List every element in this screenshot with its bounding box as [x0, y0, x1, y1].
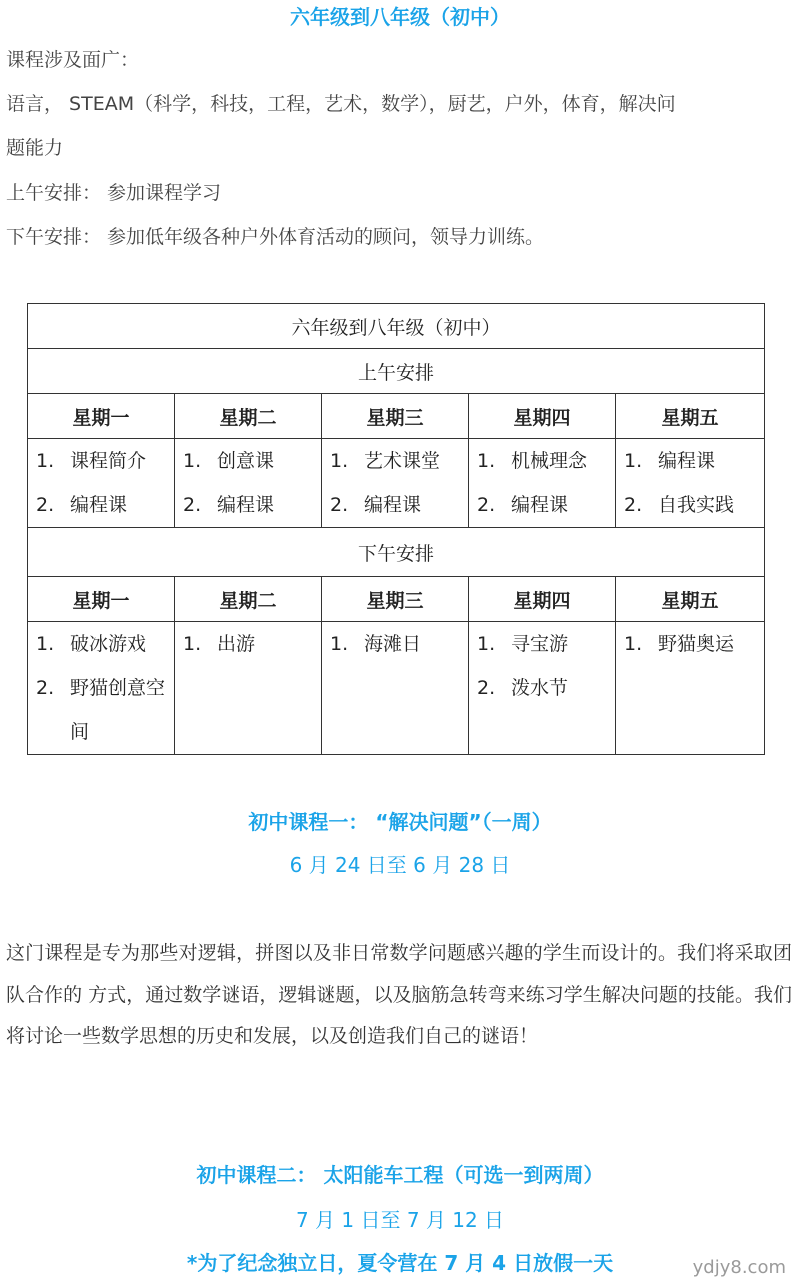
- list-item: [36, 439, 166, 483]
- day-header: 星期四: [469, 394, 616, 439]
- list-item: [183, 439, 313, 483]
- item-text: 海滩日: [364, 633, 422, 655]
- list-item: [36, 483, 166, 527]
- list-item: [330, 622, 460, 666]
- item-text: 机械理念: [511, 450, 588, 472]
- item-text: 创意课: [217, 450, 275, 472]
- list-item: [624, 483, 756, 527]
- page-title: 六年级到八年级（初中）: [290, 5, 510, 29]
- item-number: 2.: [477, 494, 496, 516]
- item-number: 1.: [183, 633, 202, 655]
- morning-plan-line: 上午安排： 参加课程学习: [6, 182, 222, 204]
- list-item: [477, 666, 607, 710]
- afternoon-section-row: [28, 528, 765, 577]
- list-item: [330, 483, 460, 527]
- course2-title: 初中课程二： 太阳能车工程（可选一到两周）: [196, 1163, 604, 1187]
- course2-note: *为了纪念独立日，夏令营在 7 月 4 日放假一天: [186, 1251, 614, 1275]
- item-text: 野猫奥运: [658, 633, 735, 655]
- day-header: 星期一: [28, 394, 175, 439]
- item-number: 1.: [624, 450, 643, 472]
- item-text: 出游: [217, 633, 256, 655]
- list-item: [624, 622, 756, 666]
- list-item: [477, 483, 607, 527]
- day-header: 星期三: [322, 577, 469, 622]
- activity-cell: [28, 439, 175, 528]
- day-header: 星期二: [175, 394, 322, 439]
- course1-dates: 6 月 24 日至 6 月 28 日: [289, 853, 511, 877]
- item-text: 编程课: [364, 494, 422, 516]
- item-number: 1.: [330, 633, 349, 655]
- day-header: 星期二: [175, 577, 322, 622]
- day-header: 星期五: [616, 394, 765, 439]
- activity-cell: [469, 439, 616, 528]
- afternoon-days-row: [28, 577, 765, 622]
- item-number: 2.: [330, 494, 349, 516]
- item-number: 2.: [477, 677, 496, 699]
- morning-section-row: [28, 349, 765, 394]
- list-item: [36, 622, 166, 666]
- item-number: 2.: [36, 677, 55, 699]
- day-header: 星期一: [28, 577, 175, 622]
- activity-cell: [616, 439, 765, 528]
- morning-activities-row: [28, 439, 765, 528]
- morning-section-label: 上午安排: [28, 349, 765, 394]
- day-header: 星期三: [322, 394, 469, 439]
- course1-description: 这门课程是专为那些对逻辑，拼图以及非日常数学问题感兴趣的学生而设计的。我们将采取团队合作的 方式，通过数学谜语，逻辑谜题，以及脑筋急转弯来练习学生解决问题的技能。我们将讨论一些数学思想的历史和发展，以及创造我们自己的谜语！: [6, 942, 792, 1047]
- item-text: 编程课: [217, 494, 275, 516]
- intro-line: 语言， STEAM（科学，科技，工程，艺术，数学），厨艺，户外，体育，解决问: [6, 93, 676, 115]
- item-number: 2.: [183, 494, 202, 516]
- list-item: [183, 622, 313, 666]
- course1-title: 初中课程一： “解决问题”（一周）: [248, 810, 552, 834]
- item-number: 2.: [624, 494, 643, 516]
- item-text: 野猫创意空间: [70, 677, 166, 743]
- list-item: [477, 622, 607, 666]
- activity-cell: [322, 622, 469, 755]
- activity-cell: [175, 622, 322, 755]
- table-title-row: [28, 304, 765, 349]
- item-number: 1.: [36, 633, 55, 655]
- activity-cell: [469, 622, 616, 755]
- item-number: 2.: [36, 494, 55, 516]
- item-number: 1.: [624, 633, 643, 655]
- item-text: 课程简介: [70, 450, 147, 472]
- item-number: 1.: [330, 450, 349, 472]
- schedule-table: [27, 303, 765, 755]
- morning-days-row: [28, 394, 765, 439]
- day-header: 星期五: [616, 577, 765, 622]
- activity-cell: [28, 622, 175, 755]
- day-header: 星期四: [469, 577, 616, 622]
- item-number: 1.: [477, 633, 496, 655]
- course2-dates: 7 月 1 日至 7 月 12 日: [295, 1208, 505, 1232]
- item-text: 编程课: [511, 494, 569, 516]
- list-item: [624, 439, 756, 483]
- table-title: 六年级到八年级（初中）: [28, 304, 765, 349]
- item-text: 编程课: [70, 494, 128, 516]
- list-item: [330, 439, 460, 483]
- intro-line: 题能力: [6, 137, 64, 159]
- item-number: 1.: [36, 450, 55, 472]
- item-text: 编程课: [658, 450, 716, 472]
- item-text: 艺术课堂: [364, 450, 441, 472]
- list-item: [36, 666, 166, 754]
- item-text: 自我实践: [658, 494, 735, 516]
- afternoon-plan-line: 下午安排： 参加低年级各种户外体育活动的顾问，领导力训练。: [6, 226, 545, 248]
- watermark: ydjy8.com: [692, 1257, 786, 1278]
- activity-cell: [175, 439, 322, 528]
- afternoon-activities-row: [28, 622, 765, 755]
- item-text: 寻宝游: [511, 633, 569, 655]
- afternoon-section-label: 下午安排: [28, 528, 765, 577]
- item-number: 1.: [183, 450, 202, 472]
- item-text: 泼水节: [511, 677, 569, 699]
- item-text: 破冰游戏: [70, 633, 147, 655]
- activity-cell: [322, 439, 469, 528]
- list-item: [477, 439, 607, 483]
- item-number: 1.: [477, 450, 496, 472]
- activity-cell: [616, 622, 765, 755]
- list-item: [183, 483, 313, 527]
- intro-line: 课程涉及面广：: [6, 49, 140, 71]
